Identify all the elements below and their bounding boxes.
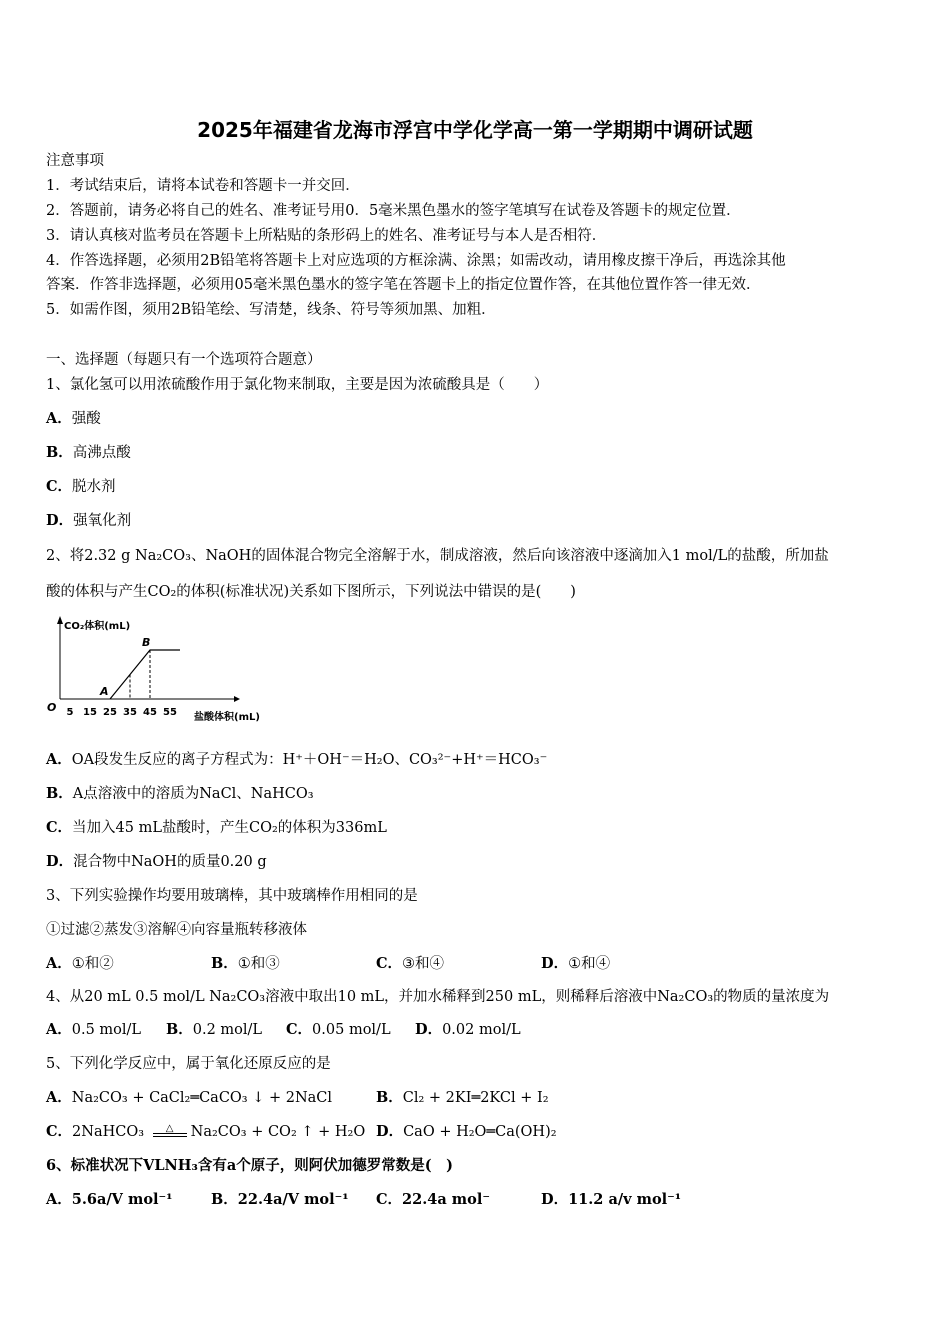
q6-option-c: C．22.4a mol⁻ [376,1191,490,1208]
question-4-stem: 4、从20 mL 0.5 mol/L Na₂CO₃溶液中取出10 mL，并加水稀释到250 mL，则稀释后溶液中Na₂CO₃的物质的量浓度为 [46,989,830,1005]
q3-option-d: D．①和④ [541,955,611,972]
q5-option-d: D．CaO + H₂O═Ca(OH)₂ [376,1123,557,1140]
q2-option-a: A．OA段发生反应的离子方程式为：H⁺＋OH⁻＝H₂O、CO₃²⁻+H⁺＝HCO₃⁻ [46,751,548,768]
q2-option-d: D．混合物中NaOH的质量0.20 g [46,853,267,870]
q6-option-b: B．22.4a/V mol⁻¹ [211,1191,349,1208]
x-tick-label: 45 [143,707,157,718]
x-tick-label: 55 [163,707,177,718]
x-tick-label: 35 [123,707,137,718]
notice-heading: 注意事项 [46,153,104,169]
q2-option-c: C．当加入45 mL盐酸时，产生CO₂的体积为336mL [46,819,387,836]
q6-option-d: D．11.2 a/v mol⁻¹ [541,1191,682,1208]
q1-option-a: A．强酸 [46,410,101,427]
q4-option-b: B．0.2 mol/L [166,1021,263,1038]
question-5-stem: 5、下列化学反应中，属于氧化还原反应的是 [46,1056,331,1072]
point-label-b: B [142,636,151,649]
y-axis-label: CO₂体积(mL) [64,621,131,632]
q1-option-b: B．高沸点酸 [46,444,131,461]
question-2-stem-cont: 酸的体积与产生CO₂的体积(标准状况)关系如下图所示，下列说法中错误的是( ) [46,584,576,600]
section-heading: 一、选择题（每题只有一个选项符合题意） [46,352,322,368]
q3-option-b: B．①和③ [211,955,280,972]
notice-item: 4．作答选择题，必须用2B铅笔将答题卡上对应选项的方框涂满、涂黑；如需改动，请用橡皮擦干净后，再选涂其他 [46,253,786,269]
heat-condition-arrow: △ [153,1122,187,1142]
question-3-stem: 3、下列实验操作均要用玻璃棒，其中玻璃棒作用相同的是 [46,888,418,904]
q1-option-c: C．脱水剂 [46,478,116,495]
y-axis-arrow [57,616,63,624]
q3-option-c: C．③和④ [376,955,445,972]
q6-option-a: A．5.6a/V mol⁻¹ [46,1191,173,1208]
notice-item: 2．答题前，请务必将自己的姓名、准考证号用0．5毫米黑色墨水的签字笔填写在试卷及答题卡的规定位置． [46,203,741,219]
question-1-stem: 1、氯化氢可以用浓硫酸作用于氯化物来制取，主要是因为浓硫酸具是（ ） [46,377,549,393]
q5-option-c: C．2NaHCO₃ △ Na₂CO₃ + CO₂ ↑ + H₂O [46,1123,366,1140]
x-tick-label: 15 [83,707,97,718]
q5-option-a: A．Na₂CO₃ + CaCl₂═CaCO₃ ↓ + 2NaCl [46,1089,333,1106]
q3-option-a: A．①和② [46,955,114,972]
q4-option-a: A．0.5 mol/L [46,1021,142,1038]
q2-option-b: B．A点溶液中的溶质为NaCl、NaHCO₃ [46,785,314,802]
q4-option-d: D．0.02 mol/L [415,1021,521,1038]
origin-label: O [47,701,57,714]
notice-item: 3．请认真核对监考员在答题卡上所粘贴的条形码上的姓名、准考证号与本人是否相符． [46,228,607,244]
x-axis-arrow [234,696,240,702]
co2-series-line [110,650,180,699]
notice-item: 答案．作答非选择题，必须用05毫米黑色墨水的签字笔在答题卡上的指定位置作答，在其他位置作答一律无效． [46,277,761,293]
x-axis-label: 盐酸体积(mL) [194,712,260,723]
x-tick-label: 5 [66,707,74,718]
q5-option-b: B．Cl₂ + 2KI═2KCl + I₂ [376,1089,549,1106]
notice-item: 1．考试结束后，请将本试卷和答题卡一并交回． [46,178,360,194]
x-tick-label: 25 [103,707,117,718]
question-3-sub: ①过滤②蒸发③溶解④向容量瓶转移液体 [46,922,307,938]
notice-item: 5．如需作图，须用2B铅笔绘、写清楚，线条、符号等须加黑、加粗． [46,302,496,318]
point-label-a: A [100,685,109,698]
q1-option-d: D．强氧化剂 [46,512,132,529]
exam-title: 2025年福建省龙海市浮宫中学化学高一第一学期期中调研试题 [197,118,753,142]
question-6-stem: 6、标准状况下VLNH₃含有a个原子，则阿伏加德罗常数是( ) [46,1157,453,1174]
co2-volume-chart [44,612,278,730]
question-2-stem: 2、将2.32 g Na₂CO₃、NaOH的固体混合物完全溶解于水，制成溶液，然后向该溶液中逐滴加入1 mol/L的盐酸，所加盐 [46,548,829,564]
q4-option-c: C．0.05 mol/L [286,1021,391,1038]
